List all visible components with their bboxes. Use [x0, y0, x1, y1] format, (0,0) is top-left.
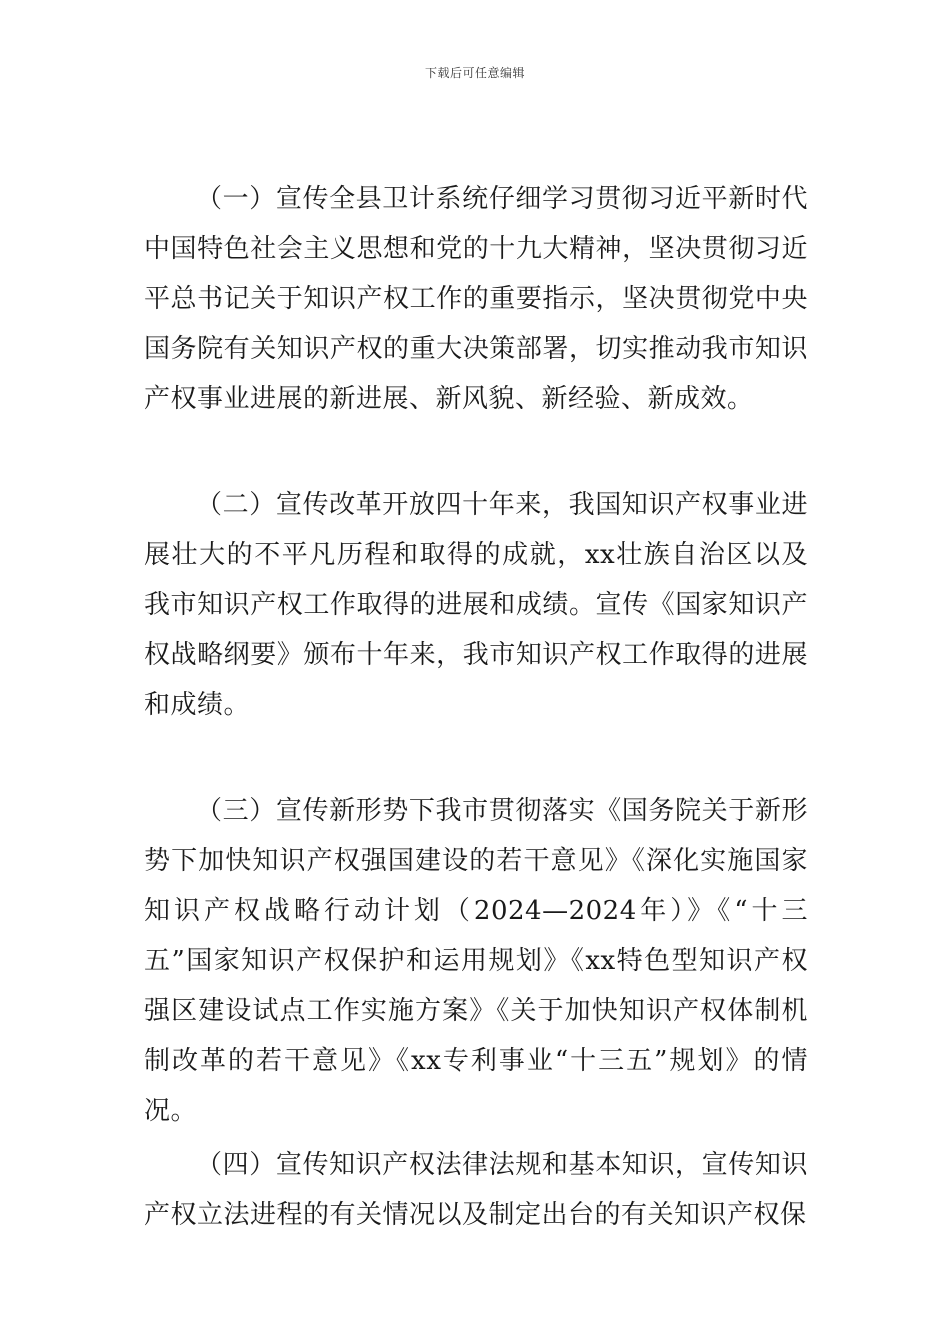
paragraph-3: （三）宣传新形势下我市贯彻落实《国务院关于新形势下加快知识产权强国建设的若干意见》《深化实施国家知识产权战略行动计划（2024—2024年）》《“十三五”国家知识产权保护和运用规划》《xx特色型知识产权强区建设试点工作实施方案》《关于加快知识产权体制机制改革的若干意见》《xx专利事业“十三五”规划》的情况。	[144, 796, 808, 1126]
paragraph-1: （一）宣传全县卫计系统仔细学习贯彻习近平新时代中国特色社会主义思想和党的十九大精神，坚决贯彻习近平总书记关于知识产权工作的重要指示，坚决贯彻党中央国务院有关知识产权的重大决策部署，切实推动我市知识产权事业进展的新进展、新风貌、新经验、新成效。	[144, 184, 808, 414]
paragraph-4: （四）宣传知识产权法律法规和基本知识，宣传知识产权立法进程的有关情况以及制定出台的有关知识产权保	[144, 1150, 808, 1230]
paragraph-2: （二）宣传改革开放四十年来，我国知识产权事业进展壮大的不平凡历程和取得的成就，xx壮族自治区以及我市知识产权工作取得的进展和成绩。宣传《国家知识产权战略纲要》颁布十年来，我市知识产权工作取得的进展和成绩。	[144, 490, 808, 720]
page-header: 下载后可任意编辑	[424, 66, 525, 80]
